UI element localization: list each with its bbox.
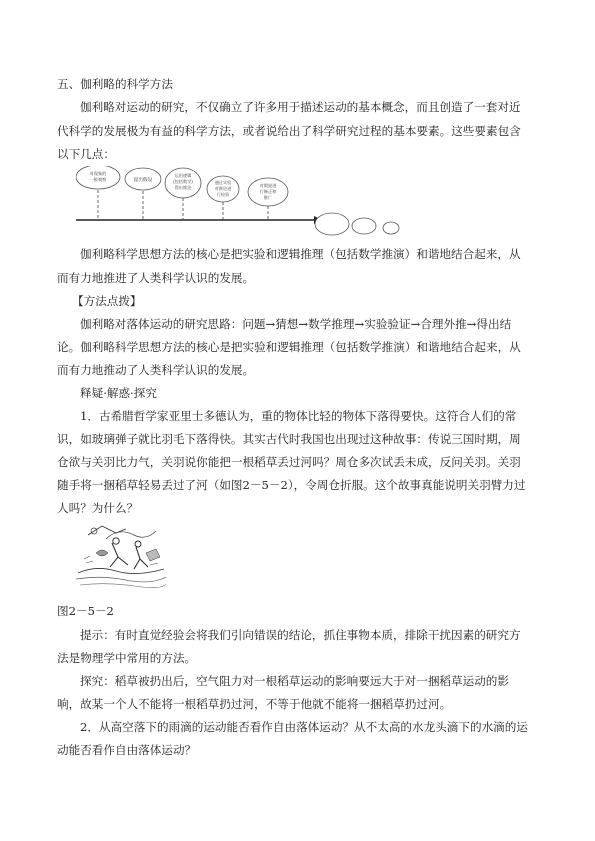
question-1-line-4: 随手将一捆稻草轻易丢过了河（如图2－5－2），令周仓折服。这个故事真能说明关羽臂力过 [57,478,526,492]
question-1-line-2: 识，如玻璃弹子就比羽毛下落得快。其实古代时我国也出现过这种故事：传说三国时期，周 [57,432,521,446]
intro-line-1: 伽利略对运动的研究，不仅确立了许多用于描述运动的基本概念，而且创造了一套对近 [80,100,521,114]
core-line-2: 而有力地推进了人类科学认识的发展。 [57,271,255,285]
svg-text:行检验: 行检验 [216,192,230,197]
flow-step-4 [207,176,239,220]
svg-text:提出假设: 提出假设 [133,177,153,182]
question-1-line-5: 人吗？为什么？ [57,501,139,515]
svg-text:一般观察: 一般观察 [89,177,107,182]
svg-text:对推论进: 对推论进 [214,186,232,191]
flow-step-2 [125,168,161,220]
explore-heading: 释疑·解惑·探究 [80,386,157,400]
question-1-line-1: 1．古希腊哲学家亚里士多德认为，重的物体比轻的物体下落得要快。这符合人们的常 [80,409,517,423]
section-title: 五、伽利略的科学方法 [57,77,173,91]
svg-text:得出推论: 得出推论 [174,185,192,190]
core-line-1: 伽利略科学思想方法的核心是把实验和逻辑推理（包括数学推演）和谐地结合起来，从 [80,247,521,261]
svg-text:对假说进: 对假说进 [259,183,277,188]
trailing-bubble-large [315,213,349,235]
guanyu-straw-illustration [76,513,166,591]
flow-step-3 [165,168,201,220]
question-2-line-1: 2．从高空落下的雨滴的运动能否看作自由落体运动？从不太高的水龙头滴下的水滴的运 [80,720,528,734]
svg-text:对现象的: 对现象的 [89,171,107,176]
svg-text:通过实验: 通过实验 [214,180,232,185]
svg-text:(包括数学): (包括数学) [173,179,193,184]
method-line-2: 论。伽利略科学思想方法的核心是把实验和逻辑推理（包括数学推演）和谐地结合起来，从 [57,340,521,354]
explore-line-2: 响，故某一个人不能将一根稻草扔过河，不等于他就不能将一捆稻草扔过河。 [57,697,452,711]
intro-line-2: 代科学的发展极为有益的科学方法，或者说给出了科学研究过程的基本要素。这些要素包含 [57,124,521,138]
question-2-line-2: 动能否看作自由落体运动？ [57,743,197,757]
flow-step-5 [248,178,288,220]
hint-line-1: 提示：有时直觉经验会将我们引向错误的结论，抓住事物本质，排除干扰因素的研究方 [80,628,521,642]
intro-line-3: 以下几点： [57,147,115,161]
trailing-bubble-small [383,222,399,234]
method-flow-diagram [76,166,436,238]
svg-text:推广: 推广 [263,195,273,200]
svg-text:运用逻辑: 运用逻辑 [174,173,192,178]
figure-caption: 图2－5－2 [57,604,114,618]
question-1-line-3: 仓欲与关羽比力气，关羽说你能把一根稻草丢过河吗？周仓多次试丢未成，反问关羽。关羽 [57,455,521,469]
method-line-1: 伽利略对落体运动的研究思路：问题→猜想→数学推理→实验验证→合理外推→得出结 [80,317,512,331]
trailing-bubble-medium [352,218,376,234]
svg-text:行修正和: 行修正和 [259,189,277,194]
method-heading: 【方法点拨】 [72,294,142,308]
flow-step-1 [76,166,120,220]
hint-line-2: 法是物理学中常用的方法。 [57,651,197,665]
explore-line-1: 探究：稻草被扔出后，空气阻力对一根稻草运动的影响要远大于对一捆稻草运动的影 [80,674,509,688]
method-line-3: 而有力地推动了人类科学认识的发展。 [57,363,255,377]
